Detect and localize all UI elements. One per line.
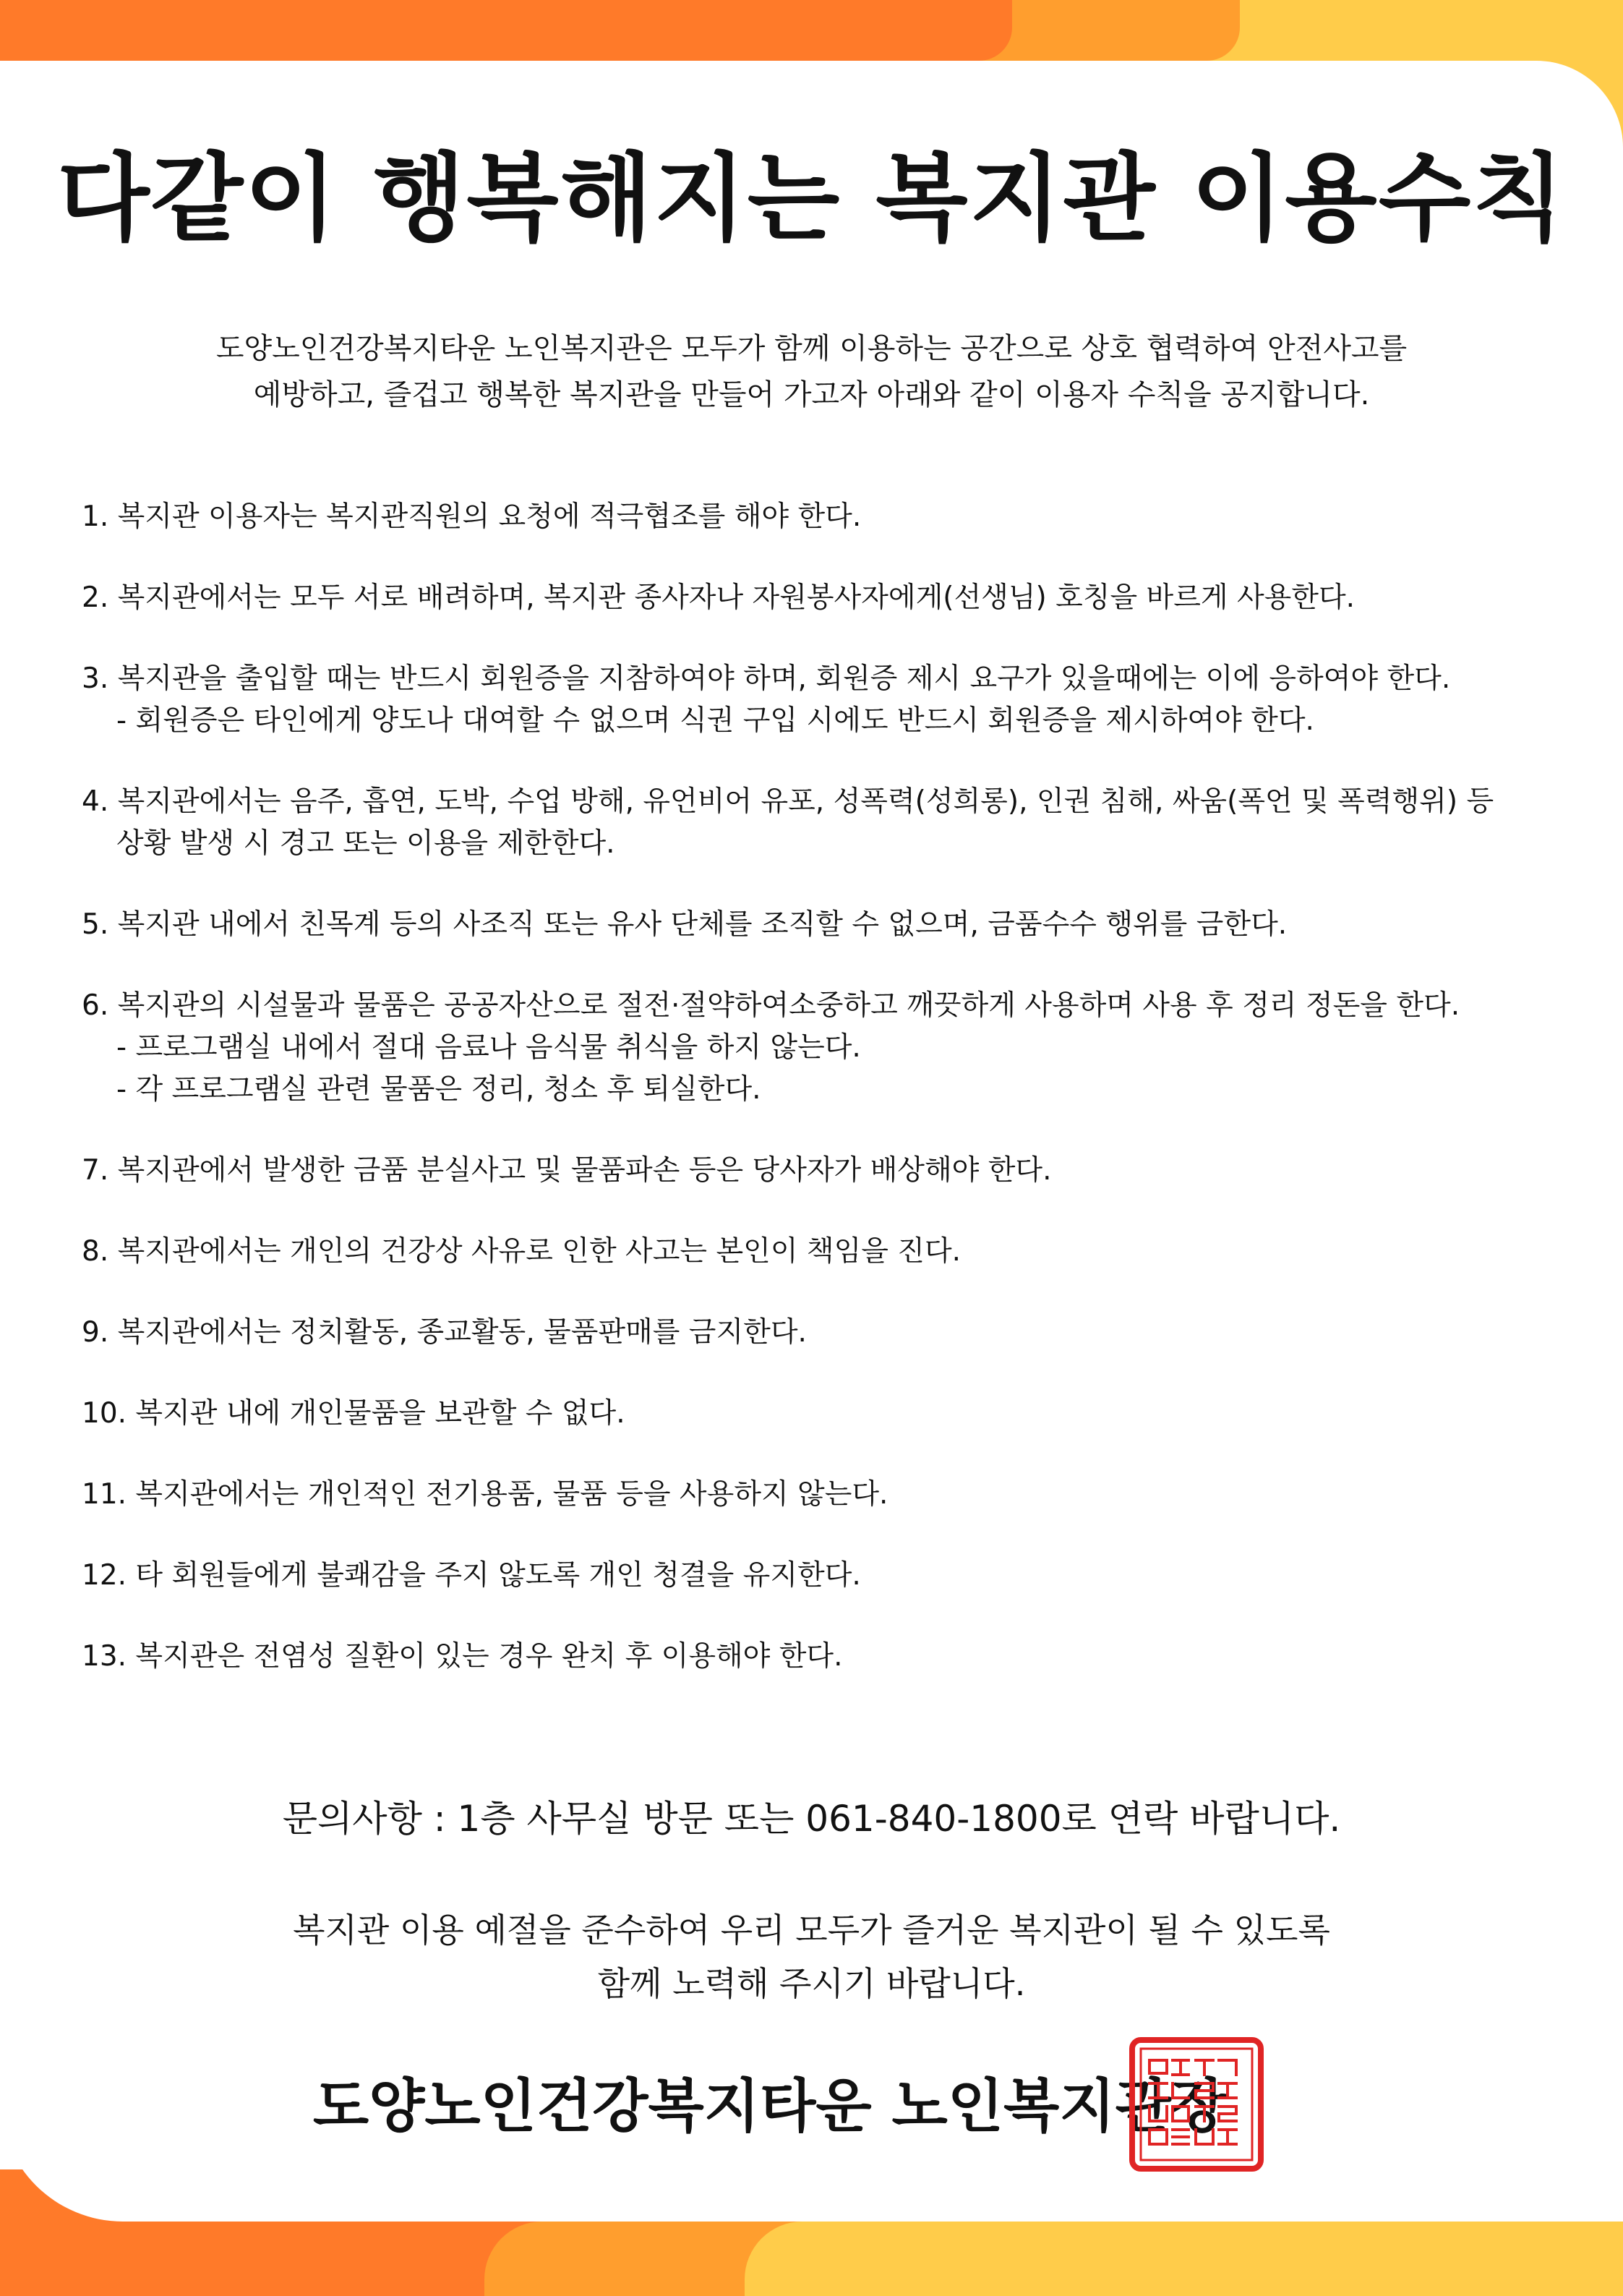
rule-item	[82, 1474, 1585, 1516]
rule-item	[82, 496, 1585, 538]
rule-item	[82, 1312, 1585, 1354]
rule-line: 5. 복지관 내에서 친목계 등의 사조직 또는 유사 단체를 조직할 수 없으며, 금품수수 행위를 금한다.	[82, 908, 1288, 941]
rule-item	[82, 1555, 1585, 1597]
rule-line: 3. 복지관을 출입할 때는 반드시 회원증을 지참하여야 하며, 회원증 제시 요구가 있을때에는 이에 응하여야 한다.	[82, 662, 1451, 695]
rule-item	[82, 781, 1585, 865]
rule-subline: - 회원증은 타인에게 양도나 대여할 수 없으며 식권 구입 시에도 반드시 회원증을 제시하여야 한다.	[116, 704, 1314, 737]
rule-line: 6. 복지관의 시설물과 물품은 공공자산으로 절전·절약하여소중하고 깨끗하게 사용하며 사용 후 정리 정돈을 한다.	[82, 989, 1460, 1022]
intro-line-2: 예방하고, 즐겁고 행복한 복지관을 만들어 가고자 아래와 같이 이용자 수칙을 공지합니다.	[253, 378, 1370, 411]
rule-line: 2. 복지관에서는 모두 서로 배려하며, 복지관 종사자나 자원봉사자에게(선생님) 호칭을 바르게 사용한다.	[82, 581, 1356, 614]
closing-line-2: 함께 노력해 주시기 바랍니다.	[597, 1964, 1026, 2003]
rule-subline: 상황 발생 시 경고 또는 이용을 제한한다.	[116, 827, 615, 860]
rule-item	[82, 658, 1585, 742]
rule-line: 7. 복지관에서 발생한 금품 분실사고 및 물품파손 등은 당사자가 배상해야 한다.	[82, 1154, 1052, 1187]
rule-line: 12. 타 회원들에게 불쾌감을 주지 않도록 개인 청결을 유지한다.	[82, 1559, 861, 1592]
rule-subline: - 프로그램실 내에서 절대 음료나 음식물 취식을 하지 않는다.	[116, 1031, 861, 1064]
intro-line-1: 도양노인건강복지타운 노인복지관은 모두가 함께 이용하는 공간으로 상호 협력하여 안전사고를	[215, 332, 1408, 365]
rule-line: 10. 복지관 내에 개인물품을 보관할 수 없다.	[82, 1397, 625, 1430]
rule-item	[82, 1150, 1585, 1192]
rule-item	[82, 904, 1585, 946]
rule-line: 13. 복지관은 전염성 질환이 있는 경우 완치 후 이용해야 한다.	[82, 1640, 843, 1673]
rule-item	[82, 577, 1585, 619]
rule-line: 9. 복지관에서는 정치활동, 종교활동, 물품판매를 금지한다.	[82, 1316, 807, 1349]
intro-paragraph	[108, 325, 1515, 418]
notice-title: 다같이 행복해지는 복지관 이용수칙	[57, 143, 1566, 255]
rules-list	[82, 496, 1585, 1717]
closing-message	[0, 1903, 1623, 2010]
rule-line: 11. 복지관에서는 개인적인 전기용품, 물품 등을 사용하지 않는다.	[82, 1478, 888, 1511]
closing-line-1: 복지관 이용 예절을 준수하여 우리 모두가 즐거운 복지관이 될 수 있도록	[293, 1911, 1330, 1950]
rule-item	[82, 1231, 1585, 1273]
rule-subline: - 각 프로그램실 관련 물품은 정리, 청소 후 퇴실한다.	[116, 1073, 761, 1106]
rule-item	[82, 1393, 1585, 1435]
issuer-signature: 도양노인건강복지타운 노인복지관장	[312, 2073, 1228, 2140]
rule-item	[82, 985, 1585, 1111]
rule-item	[82, 1636, 1585, 1678]
seal-glyph-grid	[1149, 2060, 1236, 2144]
official-seal-stamp	[1128, 2036, 1265, 2173]
rule-line: 4. 복지관에서는 음주, 흡연, 도박, 수업 방해, 유언비어 유포, 성폭력(성희롱), 인권 침해, 싸움(폭언 및 폭력행위) 등	[82, 785, 1494, 818]
rule-line: 8. 복지관에서는 개인의 건강상 사유로 인한 사고는 본인이 책임을 진다.	[82, 1235, 962, 1268]
rule-line: 1. 복지관 이용자는 복지관직원의 요청에 적극협조를 해야 한다.	[82, 500, 862, 533]
contact-info: 문의사항 : 1층 사무실 방문 또는 061-840-1800로 연락 바랍니다.	[282, 1798, 1341, 1840]
